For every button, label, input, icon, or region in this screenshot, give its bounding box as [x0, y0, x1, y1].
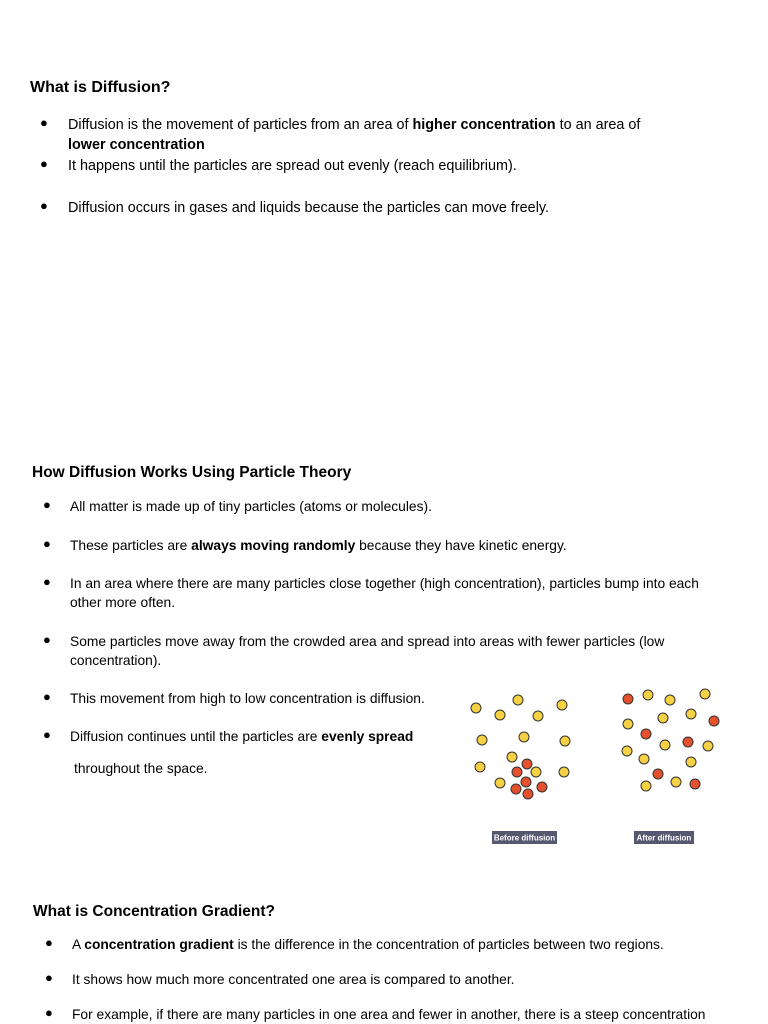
red-particle	[690, 779, 700, 789]
before-diffusion-particles	[471, 695, 570, 799]
yellow-particle	[477, 735, 487, 745]
yellow-particle	[475, 762, 485, 772]
list-item-text: This movement from high to low concentration is diffusion.	[70, 691, 425, 706]
yellow-particle	[622, 746, 632, 756]
red-particle	[512, 767, 522, 777]
yellow-particle	[507, 752, 517, 762]
yellow-particle	[658, 713, 668, 723]
list-item-text: It happens until the particles are spread out evenly (reach equilibrium).	[68, 158, 517, 174]
yellow-particle	[471, 703, 481, 713]
yellow-particle	[665, 695, 675, 705]
red-particle	[641, 729, 651, 739]
red-particle	[709, 716, 719, 726]
yellow-particle	[686, 709, 696, 719]
yellow-particle	[533, 711, 543, 721]
list-item-text: All matter is made up of tiny particles (atoms or molecules).	[70, 499, 432, 514]
list-item-text-continued: lower concentration	[68, 137, 205, 153]
yellow-particle	[495, 778, 505, 788]
yellow-particle	[700, 689, 710, 699]
red-particle	[683, 737, 693, 747]
list-item-text: Diffusion is the movement of particles from an area of higher concentration to an area of	[68, 117, 641, 133]
bullet-icon: ●	[45, 970, 53, 985]
yellow-particle	[641, 781, 651, 791]
bullet-icon: ●	[40, 156, 48, 171]
diffusion-diagram	[460, 684, 730, 848]
list-item-text: Diffusion continues until the particles are evenly spread	[70, 729, 414, 744]
bullet-icon: ●	[43, 574, 51, 589]
bullet-icon: ●	[43, 536, 51, 551]
section-heading-particle-theory: How Diffusion Works Using Particle Theory	[32, 464, 352, 481]
bullet-icon: ●	[40, 115, 48, 130]
yellow-particle	[686, 757, 696, 767]
yellow-particle	[531, 767, 541, 777]
bullet-icon: ●	[45, 935, 53, 950]
red-particle	[623, 694, 633, 704]
bullet-icon: ●	[43, 497, 51, 512]
bullet-icon: ●	[43, 727, 51, 742]
yellow-particle	[643, 690, 653, 700]
list-item-text: A concentration gradient is the difference in the concentration of particles between two regions.	[72, 937, 664, 952]
yellow-particle	[660, 740, 670, 750]
list-item-text: It shows how much more concentrated one area is compared to another.	[72, 972, 515, 987]
after-diffusion-particles	[622, 689, 719, 791]
bullet-icon: ●	[45, 1005, 53, 1020]
yellow-particle	[513, 695, 523, 705]
list-item-text: For example, if there are many particles in one area and fewer in another, there is a steep concentration	[72, 1007, 706, 1022]
red-particle	[537, 782, 547, 792]
before-diffusion-label: Before diffusion	[493, 833, 556, 843]
before-diffusion-caption	[492, 831, 557, 844]
yellow-particle	[639, 754, 649, 764]
red-particle	[522, 759, 532, 769]
after-diffusion-caption	[634, 831, 694, 844]
yellow-particle	[623, 719, 633, 729]
yellow-particle	[557, 700, 567, 710]
bullet-icon: ●	[40, 198, 48, 213]
yellow-particle	[703, 741, 713, 751]
section-heading-concentration-gradient: What is Concentration Gradient?	[33, 903, 275, 920]
list-item-text-continued: other more often.	[70, 595, 176, 610]
list-item-text: Some particles move away from the crowded area and spread into areas with fewer particles (low	[70, 634, 665, 649]
list-item-text: In an area where there are many particles close together (high concentration), particles bump into each	[70, 576, 699, 591]
list-item-text: Diffusion occurs in gases and liquids because the particles can move freely.	[68, 200, 550, 216]
list-item-text-continued: throughout the space.	[74, 761, 208, 776]
yellow-particle	[560, 736, 570, 746]
red-particle	[511, 784, 521, 794]
list-item-text: These particles are always moving randomly because they have kinetic energy.	[70, 538, 567, 553]
bullet-icon: ●	[43, 689, 51, 704]
red-particle	[523, 789, 533, 799]
section-heading-what-is-diffusion: What is Diffusion?	[30, 79, 171, 96]
bullet-icon: ●	[43, 632, 51, 647]
after-diffusion-label: After diffusion	[636, 833, 692, 843]
yellow-particle	[495, 710, 505, 720]
yellow-particle	[559, 767, 569, 777]
yellow-particle	[519, 732, 529, 742]
yellow-particle	[671, 777, 681, 787]
list-item-text-continued: concentration).	[70, 653, 162, 668]
red-particle	[653, 769, 663, 779]
red-particle	[521, 777, 531, 787]
